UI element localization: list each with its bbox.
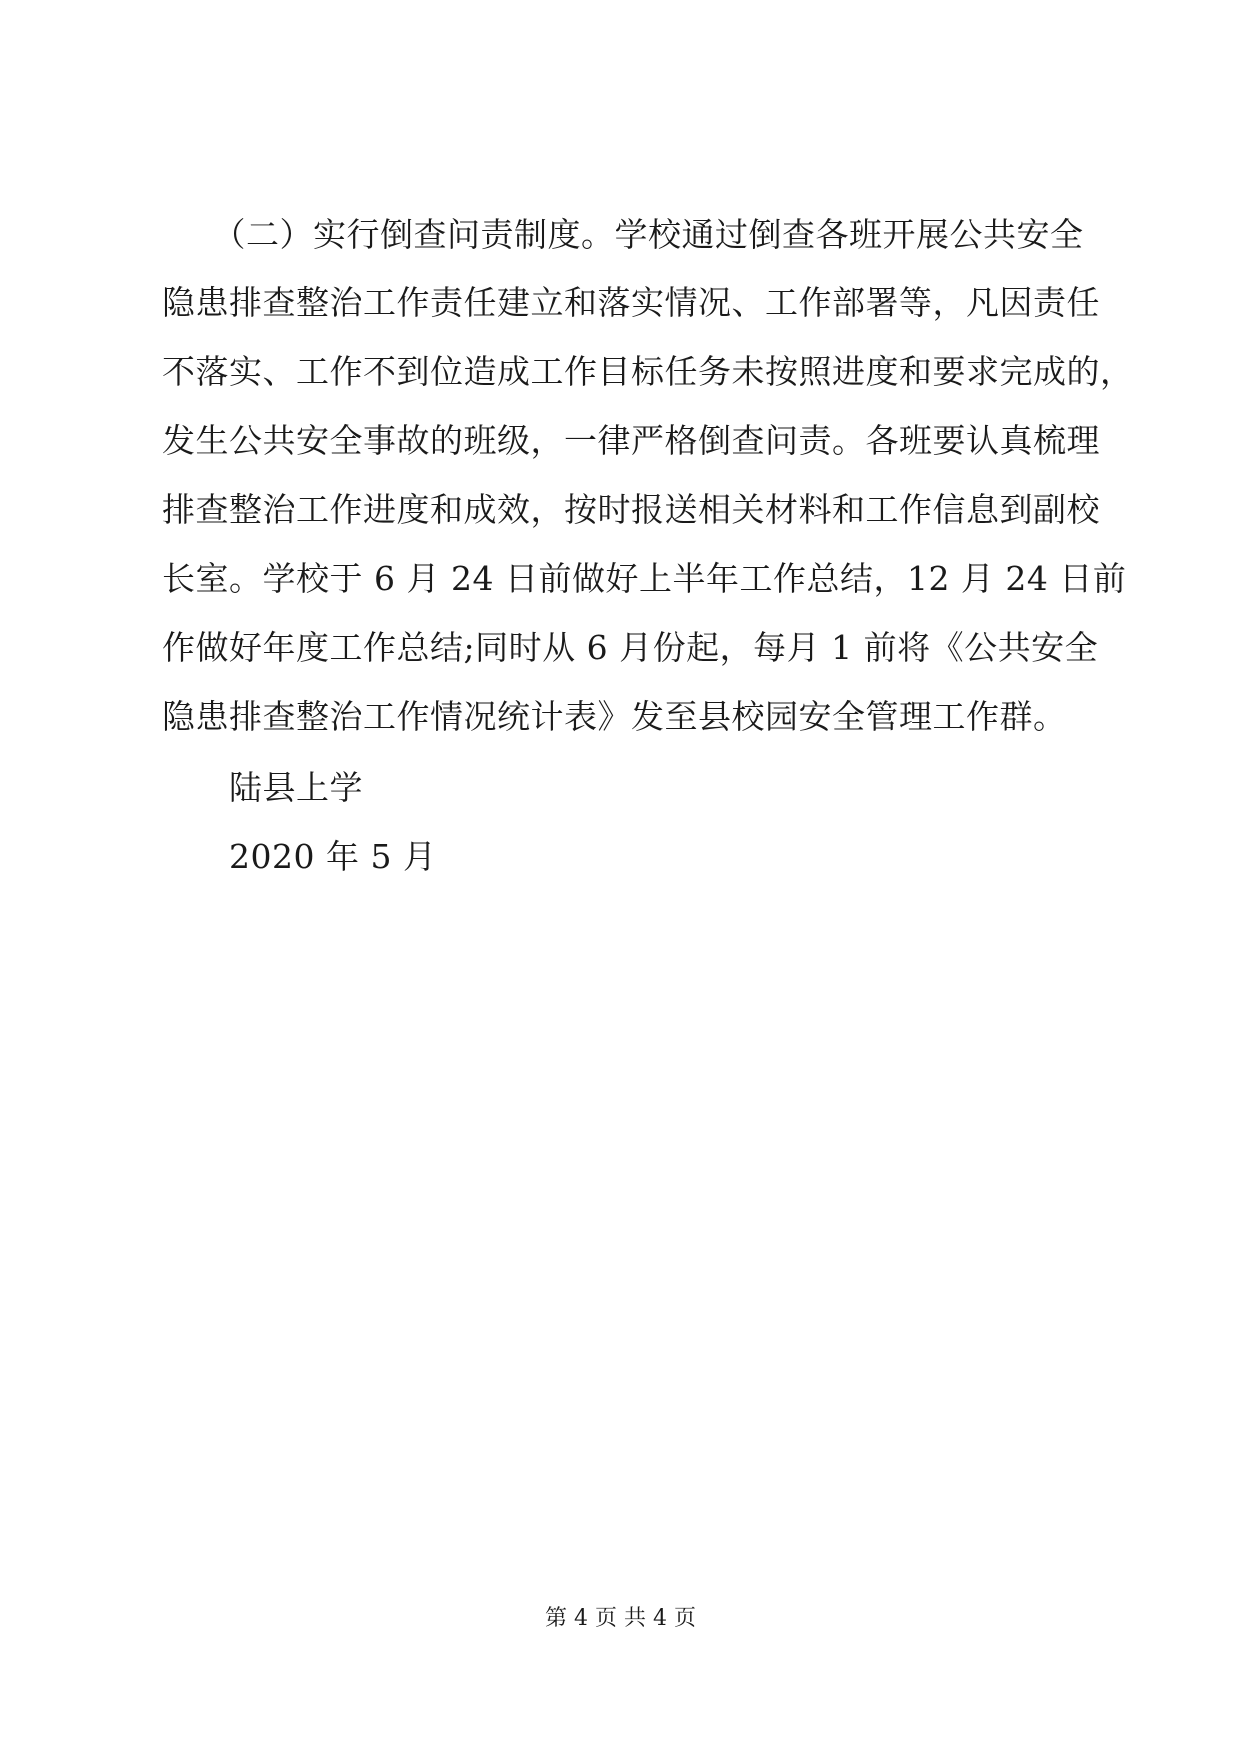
paragraph-line-8: 隐患排查整治工作情况统计表》发至县校园安全管理工作群。 xyxy=(162,697,1067,736)
paragraph-line-4: 发生公共安全事故的班级，一律严格倒查问责。各班要认真梳理 xyxy=(162,421,1100,460)
paragraph-line-6: 长室。学校于 6 月 24 日前做好上半年工作总结，12 月 24 日前 xyxy=(162,559,1127,598)
paragraph-line-5: 排查整治工作进度和成效，按时报送相关材料和工作信息到副校 xyxy=(162,490,1100,529)
date: 2020 年 5 月 xyxy=(162,837,437,876)
signature: 陆县上学 xyxy=(162,768,363,807)
paragraph-line-7: 作做好年度工作总结;同时从 6 月份起，每月 1 前将《公共安全 xyxy=(162,628,1099,667)
page-footer: 第 4 页 共 4 页 xyxy=(545,1606,696,1631)
paragraph-line-3: 不落实、工作不到位造成工作目标任务未按照进度和要求完成的， xyxy=(162,352,1134,391)
paragraph-line-1: （二）实行倒查问责制度。学校通过倒查各班开展公共安全 xyxy=(162,215,1084,254)
paragraph-line-2: 隐患排查整治工作责任建立和落实情况、工作部署等，凡因责任 xyxy=(162,283,1100,322)
